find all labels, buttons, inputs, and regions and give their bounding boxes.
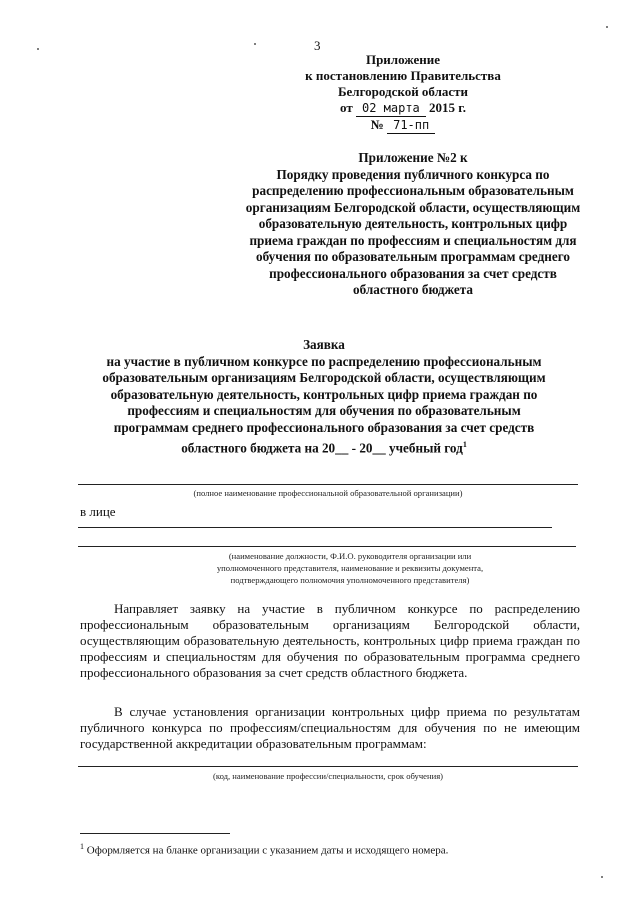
application-line: на участие в публичном конкурсе по распределению профессиональным [106, 353, 542, 369]
application-line: образовательную деятельность, контрольных цифр приема граждан по [110, 386, 538, 402]
profession-code-line[interactable] [78, 766, 578, 767]
appendix2-line: образовательную деятельность, контрольных цифр [258, 216, 568, 231]
scan-speck [601, 876, 603, 878]
body-paragraph-1 [80, 601, 580, 681]
application-block [74, 337, 574, 457]
appendix-header [300, 52, 506, 134]
application-line: программам среднего профессионального образования за счет средств [113, 419, 535, 435]
appendix-date-line [300, 100, 506, 117]
representative-caption [150, 550, 550, 586]
footnote-number: 1 [80, 842, 84, 851]
appendix-header-line3: Белгородской области [337, 84, 469, 99]
org-name-caption: (полное наименование профессиональной образовательной организации) [193, 488, 463, 498]
appendix2-line: Порядку проведения публичного конкурса по [276, 166, 550, 182]
paragraph-text: Направляет заявку на участие в публичном конкурсе по распределению профессиональным образовательным организациям Белгородской области, осуществляющим образовательную деятельность, контрольных цифр приема граждан по профессиям и специальностям для обучения по образовательным программа среднего профессионального образования за счет средств областного бюджета. [80, 601, 580, 680]
appendix-header-line2: к постановлению Правительства [305, 68, 501, 83]
number-prefix: № [370, 117, 384, 132]
body-paragraph-2 [80, 704, 580, 752]
appendix2-line: распределению профессиональным образовательным [252, 183, 574, 198]
in-person-label: в лице [80, 504, 116, 519]
footnote [80, 842, 448, 857]
appendix2-line: организациям Белгородской области, осуществляющим [245, 199, 581, 215]
date-handwritten: 02 марта [356, 100, 426, 117]
application-line: образовательным организациям Белгородской области, осуществляющим [102, 370, 546, 386]
application-last-line [74, 437, 574, 457]
rep-caption-line: уполномоченного представителя, наименование и реквизиты документа, [216, 563, 484, 573]
appendix2-line: областного бюджета [353, 282, 473, 297]
application-line: профессиям и специальностям для обучения по образовательным [127, 403, 521, 419]
representative-line-1[interactable] [78, 527, 552, 528]
paragraph-text: В случае установления организации контрольных цифр приема по результатам публичного конкурса по профессиям/специальностям для обучения по не имеющим государственной аккредитации образовательным программам: [80, 704, 580, 751]
appendix2-line: профессионального образования за счет средств [269, 265, 557, 281]
representative-line-2[interactable] [78, 546, 576, 547]
application-year-text: областного бюджета на 20__ - 20__ учебный год [181, 439, 463, 455]
date-year: 2015 г. [429, 100, 466, 115]
appendix2-line: обучения по образовательным программам среднего [256, 249, 570, 264]
application-title: Заявка [303, 337, 345, 352]
org-name-line[interactable] [78, 484, 578, 485]
rep-caption-line: (наименование должности, Ф.И.О. руководителя организации или [228, 551, 472, 561]
number-handwritten: 71-пп [387, 117, 435, 134]
footnote-separator [80, 833, 230, 834]
scan-speck [254, 43, 256, 45]
appendix2-line: приема граждан по профессиям и специальностям для [249, 232, 577, 248]
appendix-number-line [300, 117, 506, 134]
scan-speck [37, 48, 39, 50]
rep-caption-line: подтверждающего полномочия уполномоченного представителя) [230, 575, 470, 585]
profession-code-caption: (код, наименование профессии/специальности, срок обучения) [212, 771, 444, 781]
footnote-text: Оформляется на бланке организации с указанием даты и исходящего номера. [86, 844, 449, 857]
date-prefix: от [340, 100, 353, 115]
footnote-mark: 1 [462, 439, 467, 449]
appendix-header-line1: Приложение [365, 52, 441, 67]
scan-speck [606, 26, 608, 28]
page-number: 3 [314, 38, 321, 53]
appendix2-block [228, 150, 598, 299]
appendix2-line: Приложение №2 к [358, 150, 468, 165]
